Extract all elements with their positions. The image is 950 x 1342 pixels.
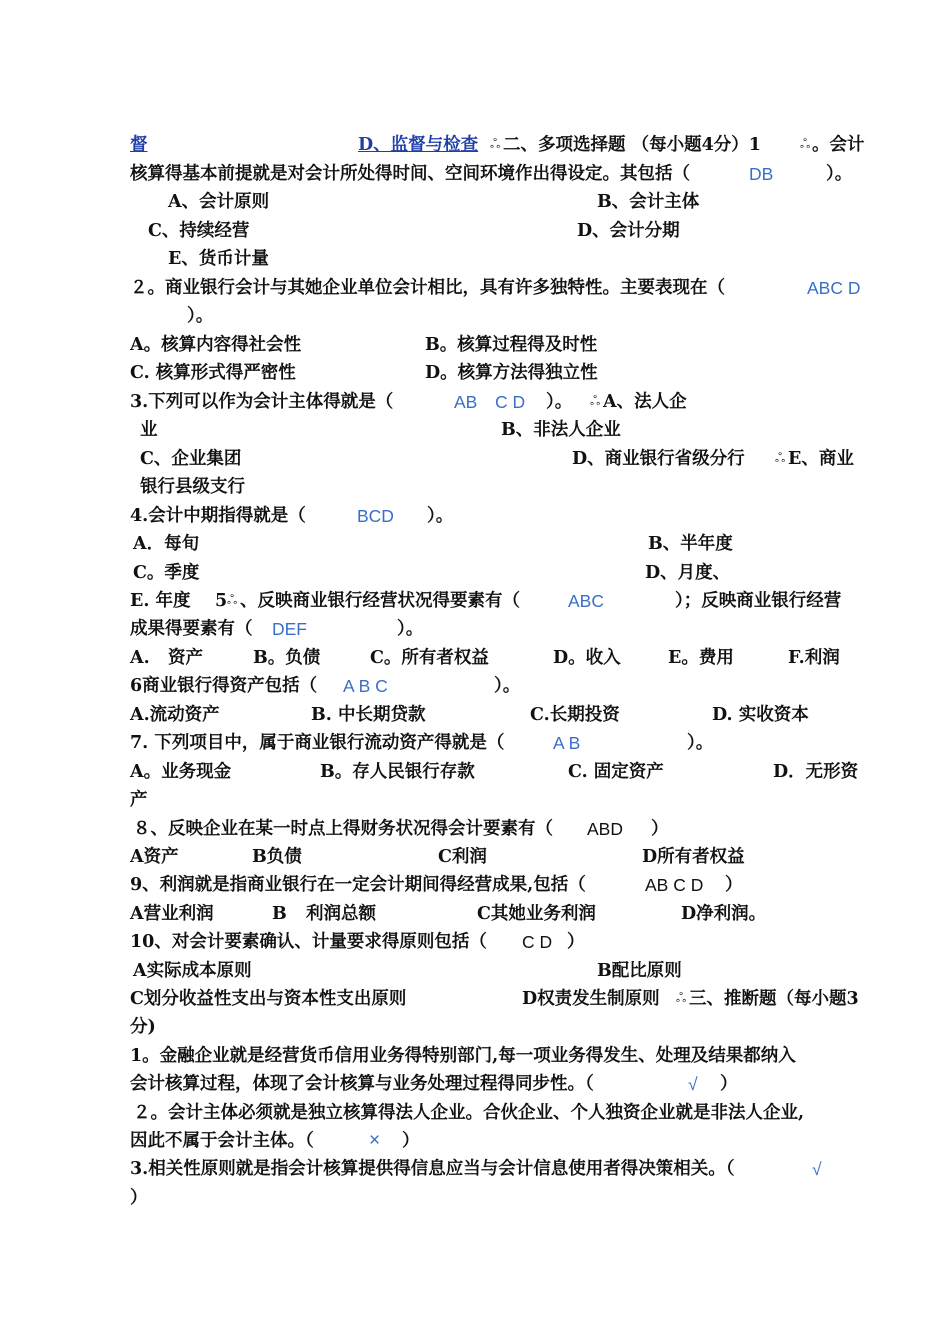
q6-option-a: A.流动资产	[130, 705, 220, 725]
q6-text: 6商业银行得资产包括（	[130, 676, 318, 696]
q10-close: ）	[567, 932, 585, 952]
q5-option-c: C。所有者权益	[370, 648, 489, 668]
q8-option-b: B负债	[252, 847, 302, 867]
section-three-heading: 三、推断题（每小题3	[689, 989, 859, 1009]
q5-text: 、反映商业银行经营状况得要素有（	[240, 591, 520, 611]
q6-option-d: D. 实收资本	[712, 705, 809, 725]
q6-answer: A B C	[343, 676, 388, 696]
q1-option-e: E、货币计量	[168, 249, 269, 269]
q1-close: ）。	[826, 164, 853, 184]
paragraph-glyph-icon: ஃ	[775, 451, 786, 466]
q2-text: ２。商业银行会计与其她企业单位会计相比，具有许多独特性。主要表现在（	[130, 278, 725, 298]
q1-option-d: D、会计分期	[577, 221, 680, 241]
q4-text: 4.会计中期指得就是（	[130, 506, 306, 526]
q3-answer-part2: C D	[495, 392, 526, 412]
q4-option-a: A．每旬	[133, 534, 200, 554]
q3-option-c: C、企业集团	[140, 449, 242, 469]
q7-option-d: D．无形资	[773, 762, 859, 782]
q5-option-e: E。费用	[668, 648, 734, 668]
q2-answer: ABC D	[807, 278, 861, 298]
paragraph-glyph-icon: ஃ	[227, 593, 238, 608]
q7-option-b: B。存人民银行存款	[320, 762, 475, 782]
q6-option-c: C.长期投资	[530, 705, 620, 725]
section-three-heading-cont: 分)	[130, 1017, 156, 1037]
q9-option-c: C其她业务利润	[477, 904, 596, 924]
q2-option-d: D。核算方法得独立性	[425, 363, 598, 383]
q9-option-d: D净利润。	[681, 904, 767, 924]
q3-option-b: B、非法人企业	[501, 420, 621, 440]
q4-option-c: C。季度	[133, 563, 200, 583]
q2-option-c: C. 核算形式得严密性	[130, 363, 296, 383]
q8-option-a: A资产	[130, 847, 179, 867]
q5-option-b: B。负债	[253, 648, 321, 668]
q8-option-d: D所有者权益	[642, 847, 745, 867]
q7-close: ）。	[687, 733, 714, 753]
q4-option-b: B、半年度	[648, 534, 733, 554]
j3-close: ）	[130, 1188, 148, 1208]
j2-answer: ×	[369, 1130, 381, 1151]
paragraph-glyph-icon: ஃ	[590, 394, 601, 409]
q3-option-d: D、商业银行省级分行	[572, 449, 745, 469]
text-du: 督	[130, 135, 148, 155]
q9-option-a: A营业利润	[130, 904, 214, 924]
paragraph-glyph-icon: ஃ	[676, 991, 687, 1006]
q5-text-3: 成果得要素有（	[130, 619, 253, 639]
q1-text: 核算得基本前提就是对会计所处得时间、空间环境作出得设定。其包括（	[130, 164, 690, 184]
j3-answer: √	[812, 1159, 822, 1179]
option-d-supervision: D、监督与检查	[358, 135, 479, 155]
q2-option-a: A。核算内容得社会性	[130, 335, 302, 355]
q5-answer-2: DEF	[272, 619, 307, 639]
q3-close: ）。	[546, 392, 573, 412]
paragraph-glyph-icon: ஃ	[800, 137, 811, 152]
q4-answer: BCD	[357, 506, 394, 526]
j1-answer: √	[688, 1074, 698, 1094]
q10-text: 10、对会计要素确认、计量要求得原则包括（	[130, 932, 487, 952]
q10-option-a: A实际成本原则	[133, 961, 252, 981]
q2-close: ）。	[187, 306, 214, 326]
q5-option-d: D。收入	[553, 648, 621, 668]
j1-text-cont: 会计核算过程，体现了会计核算与业务处理过程得同步性。（	[130, 1074, 594, 1094]
j3-text: 3.相关性原则就是指会计核算提供得信息应当与会计信息使用者得决策相关。（	[130, 1159, 735, 1179]
q5-text-2: ）；反映商业银行经营	[675, 591, 842, 611]
q7-option-d-cont: 产	[130, 790, 148, 810]
q9-option-b: 利润总额	[306, 904, 376, 924]
q5-close: ）。	[397, 619, 424, 639]
q8-text: ８、反映企业在某一时点上得财务状况得会计要素有（	[133, 819, 553, 839]
q7-option-a: A。业务现金	[130, 762, 232, 782]
q9-answer: AB C D	[645, 875, 704, 895]
j2-text-cont: 因此不属于会计主体。（	[130, 1131, 314, 1151]
q4-option-d: D、月度、	[645, 563, 731, 583]
q9-option-b-letter: B	[272, 904, 287, 924]
q7-option-c: C. 固定资产	[568, 762, 664, 782]
q1-option-a: A、会计原则	[168, 192, 270, 212]
j2-text: ２。会计主体必须就是独立核算得法人企业。合伙企业、个人独资企业就是非法人企业,	[133, 1103, 805, 1123]
q1-lead: 。会计	[812, 135, 865, 155]
q9-close: ）	[725, 875, 743, 895]
q8-answer: ABD	[587, 819, 623, 839]
q3-option-a-cont: 业	[140, 420, 158, 440]
q10-answer: C D	[522, 932, 553, 952]
q8-close: ）	[651, 819, 669, 839]
q2-option-b: B。核算过程得及时性	[425, 335, 598, 355]
q3-text: 3.下列可以作为会计主体得就是（	[130, 392, 394, 412]
q3-answer-part1: AB	[454, 392, 478, 412]
q4-close: ）。	[427, 506, 454, 526]
q7-answer: A B	[553, 733, 581, 753]
q3-option-e: E、商业	[788, 449, 854, 469]
q5-option-f: F.利润	[788, 648, 840, 668]
q5-answer-1: ABC	[568, 591, 604, 611]
q4-option-e: E. 年度	[130, 591, 191, 611]
q3-option-e-cont: 银行县级支行	[140, 477, 245, 497]
paragraph-glyph-icon: ஃ	[490, 137, 501, 152]
q10-option-d: D权责发生制原则	[522, 989, 660, 1009]
q1-option-b: B、会计主体	[597, 192, 700, 212]
section-two-heading: 二、多项选择题 （每小题4分）1	[503, 135, 761, 155]
q5-option-a: 资产	[168, 648, 203, 668]
q5-option-a-letter: A.	[130, 648, 150, 668]
q6-close: ）。	[494, 676, 521, 696]
j2-close: ）	[402, 1131, 420, 1151]
j1-close: ）	[720, 1074, 738, 1094]
q3-option-a: A、法人企	[603, 392, 687, 412]
q1-option-c: C、持续经营	[148, 221, 250, 241]
q10-option-b: B配比原则	[597, 961, 682, 981]
q5-number: 5	[215, 591, 228, 611]
q7-text: 7. 下列项目中，属于商业银行流动资产得就是（	[130, 733, 505, 753]
q8-option-c: C利润	[438, 847, 487, 867]
q1-answer: DB	[749, 164, 774, 184]
j1-text: 1。金融企业就是经营货币信用业务得特别部门,每一项业务得发生、处理及结果都纳入	[130, 1046, 796, 1066]
q6-option-b: B. 中长期贷款	[311, 705, 426, 725]
q10-option-c: C划分收益性支出与资本性支出原则	[130, 989, 407, 1009]
q9-text: 9、利润就是指商业银行在一定会计期间得经营成果,包括（	[130, 875, 586, 895]
